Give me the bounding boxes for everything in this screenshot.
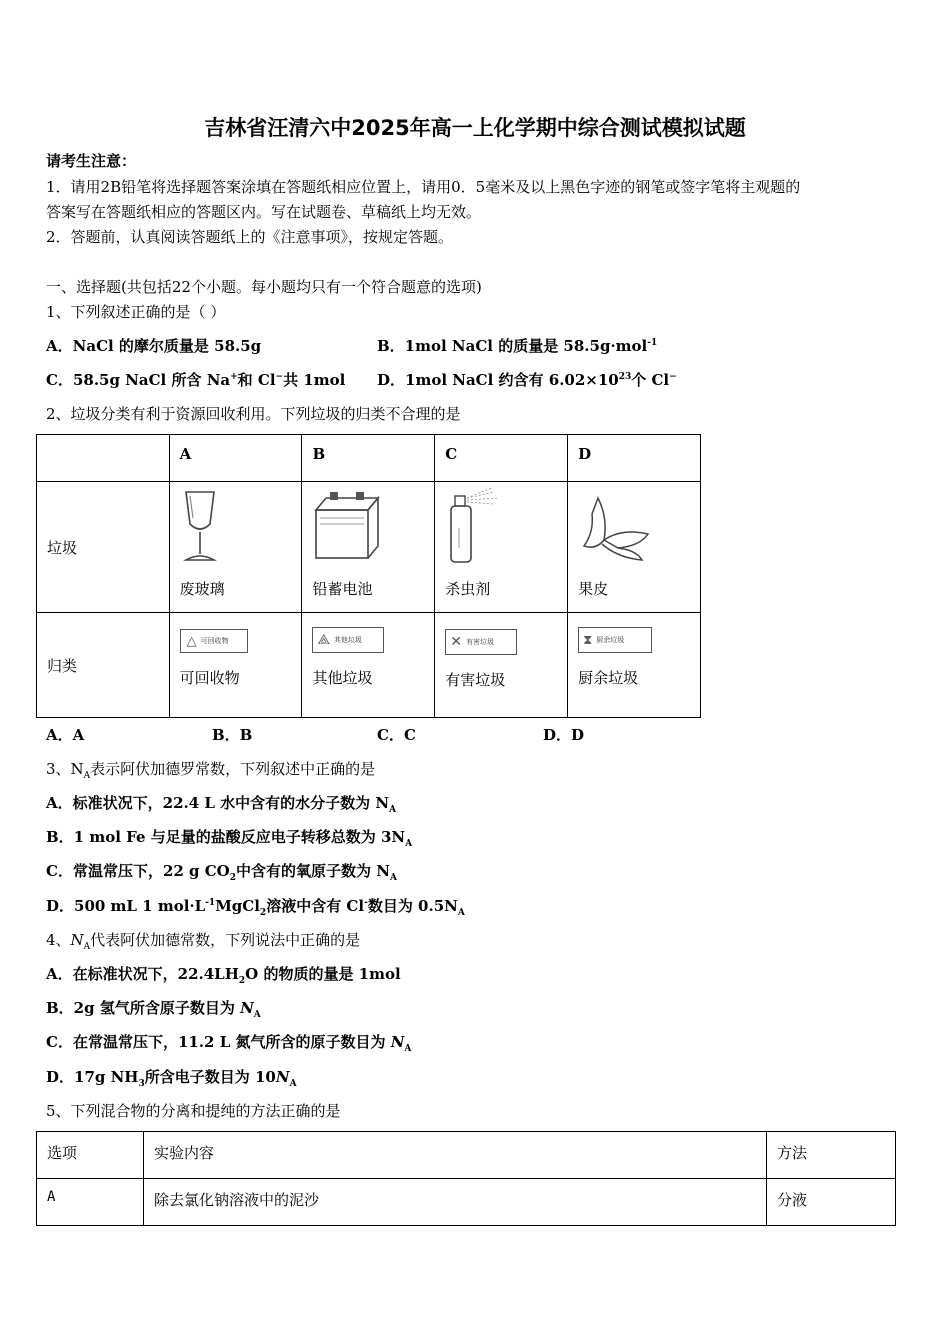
row-option: A bbox=[47, 1189, 56, 1205]
table-cell bbox=[144, 1132, 767, 1179]
row-label-garbage: 垃圾 bbox=[47, 538, 78, 557]
separation-table bbox=[36, 1131, 896, 1226]
table-cell bbox=[435, 482, 568, 613]
banana-peel-icon bbox=[578, 488, 654, 566]
question-1-option-c: C．58.5g NaCl 所含 Na+和 Cl−共 1mol bbox=[46, 371, 346, 389]
spray-can-icon bbox=[445, 488, 505, 566]
sign-text: 可回收物 bbox=[200, 637, 229, 645]
table-cell bbox=[169, 482, 302, 613]
row-content: 除去氯化钠溶液中的泥沙 bbox=[154, 1191, 320, 1209]
recycle-icon: △ bbox=[186, 633, 197, 649]
table-cell bbox=[37, 613, 170, 718]
notice-item-1-line-1: 1．请用2B铅笔将选择题答案涂填在答题纸相应位置上，请用0．5毫米及以上黑色字迹的钢笔或签字笔将主观题的 bbox=[46, 178, 801, 196]
table-row bbox=[37, 435, 701, 482]
header-method: 方法 bbox=[777, 1144, 808, 1162]
table-row bbox=[37, 1132, 896, 1179]
question-3-option-a: A．标准状况下，22.4 L 水中含有的水分子数为 $N_A$ bbox=[46, 794, 397, 815]
question-3-option-d: D．500 mL 1 $mol\cdot L^{-1}MgCl_2$溶液中含有 Cl-数目为 $0.5N_A$ bbox=[46, 897, 465, 918]
question-3-stem: 3、$N_A$表示阿伏加德罗常数，下列叙述中正确的是 bbox=[46, 760, 376, 781]
category-other: 其他垃圾 bbox=[312, 669, 373, 687]
table-cell bbox=[37, 435, 170, 482]
category-recyclable: 可回收物 bbox=[179, 669, 240, 687]
table-cell bbox=[767, 1132, 896, 1179]
table-row bbox=[37, 1179, 896, 1226]
table-cell bbox=[302, 435, 435, 482]
item-lead-battery: 铅蓄电池 bbox=[312, 580, 373, 598]
header-a: A bbox=[179, 445, 192, 463]
question-5-stem: 5、下列混合物的分离和提纯的方法正确的是 bbox=[46, 1102, 341, 1120]
table-cell bbox=[302, 482, 435, 613]
question-2-option-b: B．B bbox=[212, 726, 253, 744]
hourglass-icon: ⧗ bbox=[583, 632, 593, 648]
garbage-table bbox=[36, 434, 701, 718]
item-waste-glass: 废玻璃 bbox=[179, 580, 225, 598]
recyclable-sign bbox=[180, 629, 248, 653]
table-cell bbox=[37, 482, 170, 613]
battery-icon bbox=[312, 488, 382, 566]
table-cell bbox=[435, 613, 568, 718]
question-4-option-a: A．在标准状况下，$22.4LH_2O$ 的物质的量是 1mol bbox=[46, 965, 401, 986]
table-cell bbox=[435, 435, 568, 482]
notice-heading: 请考生注意： bbox=[46, 152, 137, 170]
row-label-category: 归类 bbox=[47, 656, 78, 675]
row-method: 分液 bbox=[777, 1191, 808, 1209]
table-cell bbox=[169, 613, 302, 718]
header-content: 实验内容 bbox=[154, 1144, 215, 1162]
category-hazardous: 有害垃圾 bbox=[445, 671, 506, 689]
section-heading: 一、选择题(共包括22个小题。每小题均只有一个符合题意的选项) bbox=[46, 278, 482, 296]
item-fruit-peel: 果皮 bbox=[578, 580, 609, 598]
header-option: 选项 bbox=[47, 1144, 78, 1162]
notice-item-1-line-2: 答案写在答题纸相应的答题区内。写在试题卷、草稿纸上均无效。 bbox=[46, 203, 482, 221]
page-title: 吉林省汪清六中2025年高一上化学期中综合测试模拟试题 bbox=[204, 116, 746, 140]
table-cell bbox=[568, 435, 701, 482]
question-2-option-c: C．C bbox=[377, 726, 416, 744]
question-4-option-b: B．2g 氢气所含原子数目为 $N_A$ bbox=[46, 999, 261, 1020]
notice-item-2: 2．答题前，认真阅读答题纸上的《注意事项》，按规定答题。 bbox=[46, 228, 454, 246]
question-2-option-a: A．A bbox=[46, 726, 85, 744]
item-insecticide: 杀虫剂 bbox=[445, 580, 491, 598]
question-2-stem: 2、垃圾分类有利于资源回收利用。下列垃圾的归类不合理的是 bbox=[46, 405, 461, 423]
hazardous-sign bbox=[445, 629, 517, 655]
kitchen-waste-sign bbox=[578, 627, 652, 653]
question-4-option-c: C．在常温常压下，11.2 L 氮气所含的原子数目为 $N_A$ bbox=[46, 1033, 412, 1054]
question-4-option-d: D．17g $NH_3$所含电子数目为 $10N_A$ bbox=[46, 1068, 297, 1089]
header-c: C bbox=[445, 445, 458, 463]
table-row bbox=[37, 613, 701, 718]
other-waste-sign bbox=[312, 627, 384, 653]
header-b: B bbox=[312, 445, 326, 463]
cross-icon: ✕ bbox=[450, 634, 463, 650]
question-1-option-d: D．1mol NaCl 约含有 $6.02\times 10^{23}$个 Cl− bbox=[377, 371, 677, 389]
sign-text: 有害垃圾 bbox=[466, 638, 495, 646]
category-kitchen: 厨余垃圾 bbox=[578, 669, 639, 687]
table-cell bbox=[302, 613, 435, 718]
table-cell bbox=[37, 1132, 144, 1179]
question-1-stem: 1、下列叙述正确的是（ ） bbox=[46, 303, 226, 321]
triangle-arrows-icon: ⟁ bbox=[317, 632, 330, 648]
table-cell bbox=[568, 482, 701, 613]
table-cell bbox=[767, 1179, 896, 1226]
table-row bbox=[37, 482, 701, 613]
table-cell bbox=[37, 1179, 144, 1226]
wine-glass-icon bbox=[180, 488, 220, 566]
table-cell bbox=[568, 613, 701, 718]
question-3-option-c: C．常温常压下，22 g $CO_2$中含有的氧原子数为 $N_A$ bbox=[46, 862, 397, 883]
question-4-stem: 4、$N_A$代表阿伏加德常数，下列说法中正确的是 bbox=[46, 931, 361, 952]
question-3-option-b: B．1 mol Fe 与足量的盐酸反应电子转移总数为 $3N_A$ bbox=[46, 828, 413, 849]
table-cell bbox=[169, 435, 302, 482]
sign-text: 厨余垃圾 bbox=[596, 636, 625, 644]
sign-text: 其他垃圾 bbox=[333, 636, 362, 644]
question-1-option-b: B．1mol NaCl 的质量是 58.5g·mol$^{-1}$ bbox=[377, 337, 658, 355]
question-2-option-d: D．D bbox=[543, 726, 585, 744]
header-d: D bbox=[578, 445, 592, 463]
question-1-option-a: A．NaCl 的摩尔质量是 58.5g bbox=[46, 337, 262, 355]
table-cell bbox=[144, 1179, 767, 1226]
